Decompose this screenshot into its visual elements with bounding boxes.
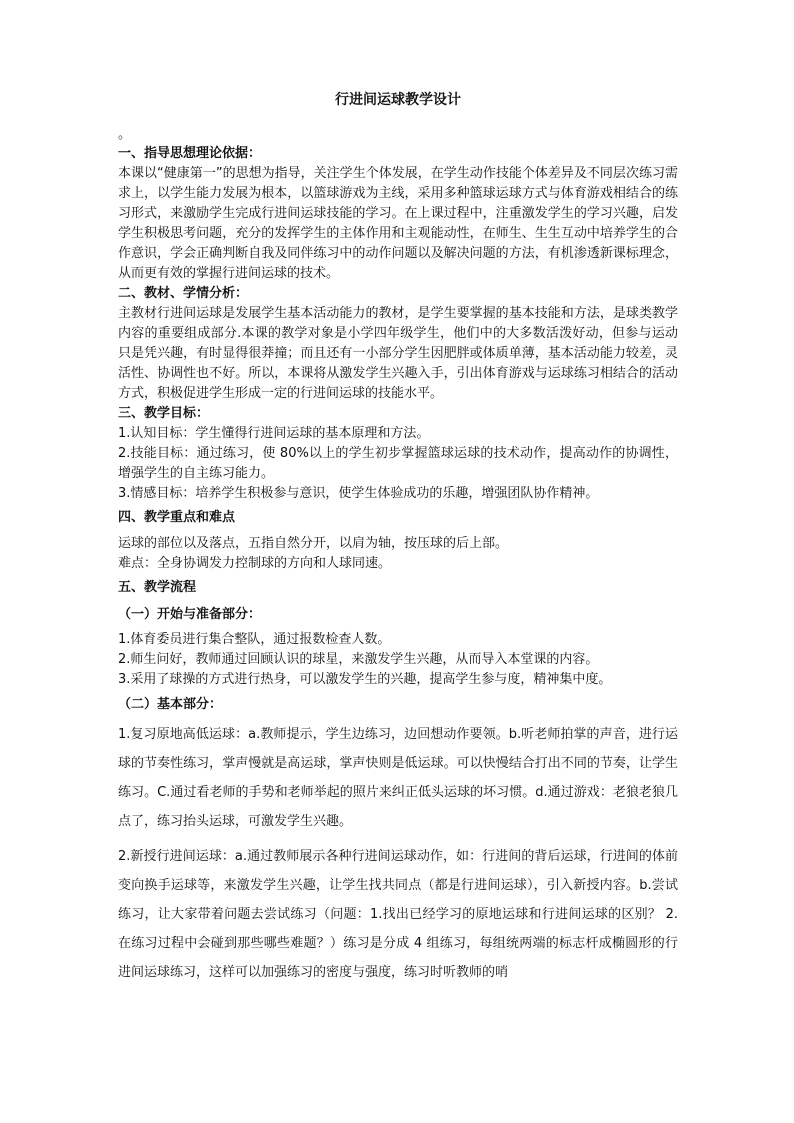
part-1-item: 1.体育委员进行集合整队，通过报数检查人数。 <box>118 632 391 647</box>
section-3-heading: 三、教学目标： <box>118 406 210 421</box>
document-page <box>118 88 678 987</box>
stray-mark: 。 <box>118 127 132 142</box>
part-1-item: 3.采用了球操的方式进行热身，可以激发学生的兴趣，提高学生参与度，精神集中度。 <box>118 672 612 687</box>
objective-item: 1.认知目标：学生懂得行进间运球的基本原理和方法。 <box>118 426 430 441</box>
document-title: 行进间运球教学设计 <box>335 92 461 108</box>
part-1-heading: （一）开始与准备部分： <box>118 607 262 622</box>
key-point: 运球的部位以及落点，五指自然分开，以肩为轴，按压球的后上部。 <box>118 536 509 551</box>
section-4-heading: 四、教学重点和难点 <box>118 510 236 525</box>
objective-item: 2.技能目标：通过练习，使 80%以上的学生初步掌握篮球运球的技术动作，提高动作的协调性，增强学生的自主练习能力。 <box>118 446 678 481</box>
difficulty-point: 难点：全身协调发力控制球的方向和人球同速。 <box>118 556 392 571</box>
section-1-heading: 一、指导思想理论依据： <box>118 146 262 161</box>
section-5-heading: 五、教学流程 <box>118 580 197 595</box>
part-2-item: 2.新授行进间运球：a.通过教师展示各种行进间运球动作，如：行进间的背后运球，行进间的体前变向换手运球等，来激发学生兴趣，让学生找共同点（都是行进间运球），引入新授内容。b.尝试练习，让大家带着问题去尝试练习（问题：1.找出已经学习的原地运球和行进间运球的区别？ 2.在练习过程中会碰到那些哪些难题？）练习是分成 4 组练习，每组统两端的标志杆成椭圆形的行进间运球练习，这样可以加强练习的密度与强度，练习时听教师的哨 <box>118 849 678 980</box>
section-2-heading: 二、教材、学情分析： <box>118 286 249 301</box>
objective-item: 3.情感目标：培养学生积极参与意识，使学生体验成功的乐趣，增强团队协作精神。 <box>118 486 599 501</box>
part-2-item: 1.复习原地高低运球：a.教师提示，学生边练习，边回想动作要领。b.听老师拍掌的声音，进行运球的节奏性练习，掌声慢就是高运球，掌声快则是低运球。可以快慢结合打出不同的节奏，让学生练习。C.通过看老师的手势和老师举起的照片来纠正低头运球的坏习惯。d.通过游戏：老狼老狼几点了，练习抬头运球，可激发学生兴趣。 <box>118 727 678 829</box>
section-2-body: 主教材行进间运球是发展学生基本活动能力的教材，是学生要掌握的基本技能和方法，是球类教学内容的重要组成部分.本课的教学对象是小学四年级学生，他们中的大多数活泼好动，但参与运动只是凭兴趣，有时显得很莽撞；而且还有一小部分学生因肥胖或体质单薄，基本活动能力较差，灵活性、协调性也不好。所以，本课将从激发学生兴趣入手，引出体育游戏与运球练习相结合的活动方式，积极促进学生形成一定的行进间运球的技能水平。 <box>118 306 678 401</box>
section-1-body: 本课以“健康第一”的思想为指导，关注学生个体发展，在学生动作技能个体差异及不同层次练习需求上，以学生能力发展为根本，以篮球游戏为主线，采用多种篮球运球方式与体育游戏相结合的练习形式，来激励学生完成行进间运球技能的学习。在上课过程中，注重激发学生的学习兴趣，启发学生积极思考问题，充分的发挥学生的主体作用和主观能动性，在师生、生生互动中培养学生的合作意识，学会正确判断自我及同伴练习中的动作问题以及解决问题的方法，有机渗透新课标理念，从而更有效的掌握行进间运球的技术。 <box>118 166 678 281</box>
part-2-heading: （二）基本部分： <box>118 697 223 712</box>
part-1-item: 2.师生问好，教师通过回顾认识的球星，来激发学生兴趣，从而导入本堂课的内容。 <box>118 652 599 667</box>
